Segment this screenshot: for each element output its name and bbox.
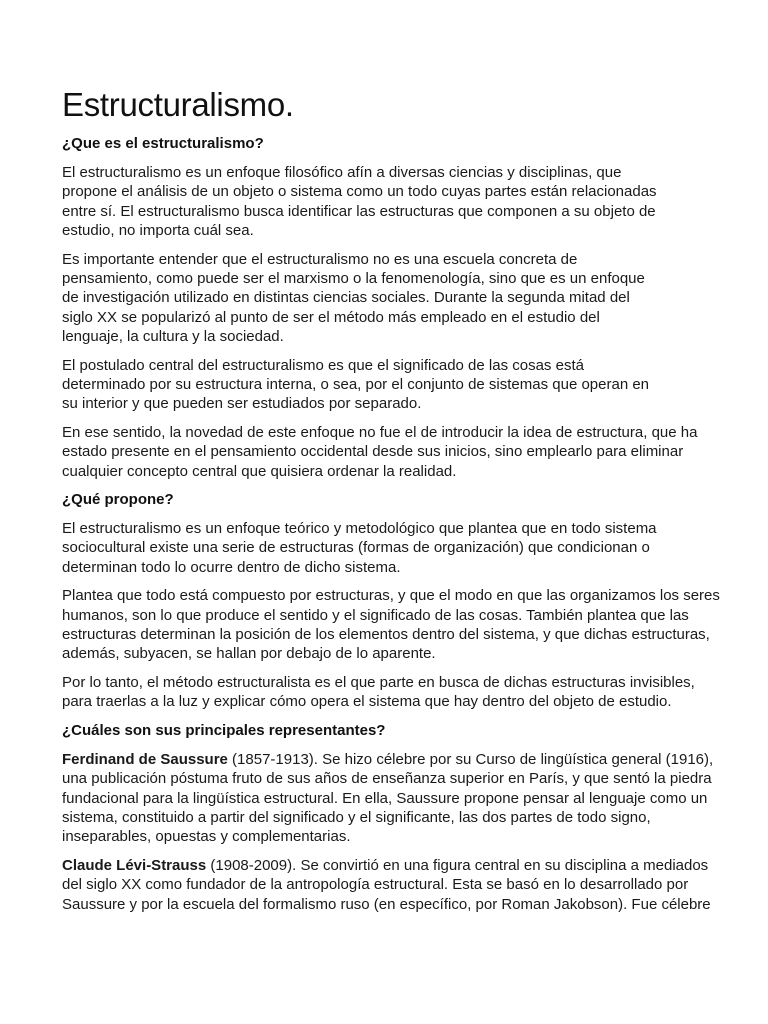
paragraph-line: En ese sentido, la novedad de este enfoque no fue el de introducir la idea de estructura, que ha — [62, 423, 698, 441]
paragraph-line: Es importante entender que el estructuralismo no es una escuela concreta de — [62, 250, 578, 268]
section-heading: ¿Qué propone? — [62, 491, 174, 509]
paragraph-line: cualquier concepto central que quisiera ordenar la realidad. — [62, 462, 457, 480]
paragraph-line: sistema, constituido a partir del significado y el significante, las dos partes de todo signo, — [62, 808, 651, 826]
paragraph — [62, 750, 728, 847]
paragraph-line: estructuras determinan la posición de los elementos dentro del sistema, y que dichas estructuras, — [62, 626, 710, 644]
paragraph-line: propone el análisis de un objeto o sistema como un todo cuyas partes están relacionadas — [62, 183, 657, 201]
paragraph — [62, 856, 728, 914]
paragraph-line: siglo XX se popularizó al punto de ser el método más empleado en el estudio del — [62, 308, 600, 326]
paragraph-line — [62, 856, 728, 875]
paragraph — [62, 423, 728, 481]
paragraph-line: estudio, no importa cuál sea. — [62, 222, 254, 240]
paragraph-line: para traerlas a la luz y explicar cómo opera el sistema que hay dentro del objeto de estudio. — [62, 693, 672, 711]
paragraph — [62, 163, 728, 241]
paragraph-line: humanos, son lo que produce el sentido y el significado de las cosas. También plantea que las — [62, 606, 689, 624]
paragraph-line: El estructuralismo es un enfoque filosófico afín a diversas ciencias y disciplinas, que — [62, 163, 622, 181]
paragraph-line: del siglo XX como fundador de la antropología estructural. Esta se basó en lo desarrollado por — [62, 876, 689, 894]
paragraph-line: Por lo tanto, el método estructuralista es el que parte en busca de dichas estructuras invisibles, — [62, 673, 695, 691]
document-body — [62, 134, 728, 914]
paragraph-line: El postulado central del estructuralismo es que el significado de las cosas está — [62, 356, 584, 374]
section-heading: ¿Cuáles son sus principales representantes? — [62, 721, 386, 739]
paragraph-line: fundacional para la lingüística estructural. En ella, Saussure propone pensar al lenguaje como un — [62, 789, 708, 807]
person-name: Claude Lévi-Strauss — [62, 856, 207, 874]
section-heading: ¿Que es el estructuralismo? — [62, 134, 264, 152]
paragraph-line: además, subyacen, se hallan por debajo de lo aparente. — [62, 645, 436, 663]
paragraph-line: entre sí. El estructuralismo busca identificar las estructuras que componen a su objeto de — [62, 202, 656, 220]
paragraph-line: determinan todo lo ocurre dentro de dicho sistema. — [62, 558, 401, 576]
paragraph-text: (1857-1913). Se hizo célebre por su Curso de lingüística general (1916), — [227, 750, 714, 768]
paragraph — [62, 586, 728, 664]
paragraph-text: (1908-2009). Se convirtió en una figura central en su disciplina a mediados — [206, 856, 709, 874]
paragraph — [62, 250, 728, 347]
paragraph-line: El estructuralismo es un enfoque teórico y metodológico que plantea que en todo sistema — [62, 520, 657, 538]
paragraph-line: su interior y que pueden ser estudiados por separado. — [62, 395, 422, 413]
paragraph-line: determinado por su estructura interna, o sea, por el conjunto de sistemas que operan en — [62, 376, 650, 393]
page-title: Estructuralismo. — [62, 86, 294, 123]
paragraph — [62, 673, 728, 712]
paragraph — [62, 519, 728, 577]
paragraph-line: de investigación utilizado en distintas ciencias sociales. Durante la segunda mitad del — [62, 289, 630, 307]
paragraph — [62, 356, 728, 414]
person-name: Ferdinand de Saussure — [62, 750, 228, 768]
paragraph-line: Saussure y por la escuela del formalismo ruso (en específico, por Roman Jakobson). Fue célebre — [62, 895, 711, 913]
paragraph-line: pensamiento, como puede ser el marxismo o la fenomenología, sino que es un enfoque — [62, 269, 645, 287]
paragraph-line: lenguaje, la cultura y la sociedad. — [62, 328, 284, 346]
paragraph-line — [62, 750, 728, 769]
paragraph-line: Plantea que todo está compuesto por estructuras, y que el modo en que las organizamos los seres — [62, 587, 720, 605]
paragraph-line: sociocultural existe una serie de estructuras (formas de organización) que condicionan o — [62, 539, 650, 557]
paragraph-line: estado presente en el pensamiento occidental desde sus inicios, sino emplearlo para eliminar — [62, 443, 684, 461]
paragraph-line: una publicación póstuma fruto de sus años de enseñanza superior en París, y que sentó la piedra — [62, 770, 712, 788]
paragraph-line: inseparables, opuestas y complementarias. — [62, 828, 351, 846]
